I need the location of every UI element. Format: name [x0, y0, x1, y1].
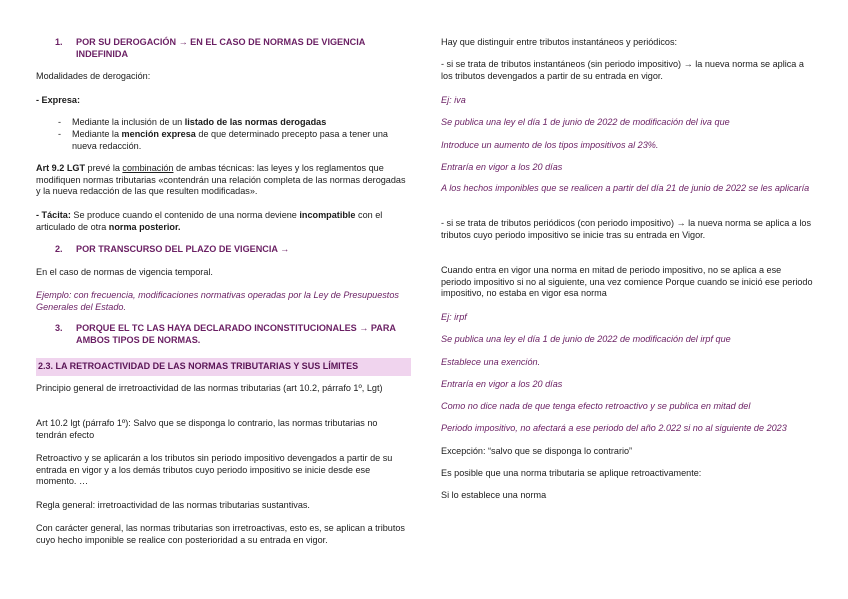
example-line: Entraría en vigor a los 20 días — [441, 379, 563, 389]
paragraph: - si se trata de tributos instantáneos (sin periodo impositivo) → la nueva norma se aplica a los tributos devengados a partir de su entrada en vigor. — [441, 59, 804, 81]
section-title-band — [36, 358, 411, 376]
paragraph: Si lo establece una norma — [441, 490, 547, 500]
paragraph: Excepción: “salvo que se disponga lo contrario” — [441, 446, 633, 456]
paragraph: - si se trata de tributos periódicos (con periodo impositivo) → la nueva norma se aplica a los tributos cuyo periodo impositivo se inicie tras su entrada en Vigor. — [441, 218, 811, 240]
ejemplo-text: Ejemplo: con frecuencia, modificaciones normativas operadas por la Ley de Presupuestos Generales del Estado. — [36, 290, 399, 312]
paragraph: Regla general: irretroactividad de las normas tributarias sustantivas. — [36, 500, 310, 510]
tacita-paragraph: - Tácita: Se produce cuando el contenido de una norma deviene incompatible con el articulado de otra norma posterior. — [36, 210, 383, 232]
example-line: A los hechos imponibles que se realicen a partir del día 21 de junio de 2022 se les aplicaría — [441, 183, 810, 193]
paragraph: Cuando entra en vigor una norma en mitad de periodo impositivo, no se aplica a ese periodo impositivo si no al siguiente, una vez comience Porque cuando se inició ese periodo impositivo, no estaba en vigor esa norma — [441, 265, 813, 299]
example-line: Periodo impositivo, no afectará a ese periodo del año 2.022 si no al siguiente de 2023 — [441, 423, 787, 433]
paragraph: Con carácter general, las normas tributarias son irretroactivas, esto es, se aplican a tributos cuyo hecho imponible se realice con posterioridad a su entrada en vigor. — [36, 523, 405, 545]
example-line: Se publica una ley el día 1 de junio de 2022 de modificación del iva que — [441, 117, 730, 127]
example-line: Ej: iva — [441, 95, 466, 105]
paragraph: Principio general de irretroactividad de las normas tributarias (art 10.2, párrafo 1º, Lgt) — [36, 383, 383, 393]
expresa-label: - Expresa: — [36, 95, 80, 105]
example-line: Ej: irpf — [441, 312, 467, 322]
bullet-mark: - — [58, 117, 62, 127]
heading-text: POR SU DEROGACIÓN → EN EL CASO DE NORMAS DE VIGENCIA INDEFINIDA — [76, 37, 366, 59]
bullet-mark: - — [58, 129, 62, 139]
paragraph: Es posible que una norma tributaria se aplique retroactivamente: — [441, 468, 702, 478]
paragraph: Retroactivo y se aplicarán a los tributos sin periodo impositivo devengados a partir de su entrada en vigor y a los demás tributos cuyo periodo impositivo se inicie desde ese momento. … — [36, 453, 393, 487]
temporal-text: En el caso de normas de vigencia temporal. — [36, 267, 213, 277]
paragraph: Hay que distinguir entre tributos instantáneos y periódicos: — [441, 37, 678, 47]
example-line: Introduce un aumento de los tipos impositivos al 23%. — [441, 140, 659, 150]
example-line: Establece una exención. — [441, 357, 541, 367]
example-line: Se publica una ley el día 1 de junio de 2022 de modificación del irpf que — [441, 334, 731, 344]
example-line: Entraría en vigor a los 20 días — [441, 162, 563, 172]
paragraph: Art 10.2 lgt (párrafo 1º): Salvo que se disponga lo contrario, las normas tributarias no tendrán efecto — [36, 418, 378, 440]
modalidades-text: Modalidades de derogación: — [36, 71, 151, 81]
section-title: 2.3. LA RETROACTIVIDAD DE LAS NORMAS TRIBUTARIAS Y SUS LÍMITES — [38, 361, 359, 371]
art-9-2-paragraph: Art 9.2 LGT prevé la combinación de ambas técnicas: las leyes y los reglamentos que modifiquen normas tributarias «contendrán una relación completa de las normas derogadas y la nueva redacción de las que resulten modificadas». — [36, 163, 406, 197]
heading-number: 1. — [55, 37, 63, 47]
example-line: Como no dice nada de que tenga efecto retroactivo y se publica en mitad del — [441, 401, 751, 411]
